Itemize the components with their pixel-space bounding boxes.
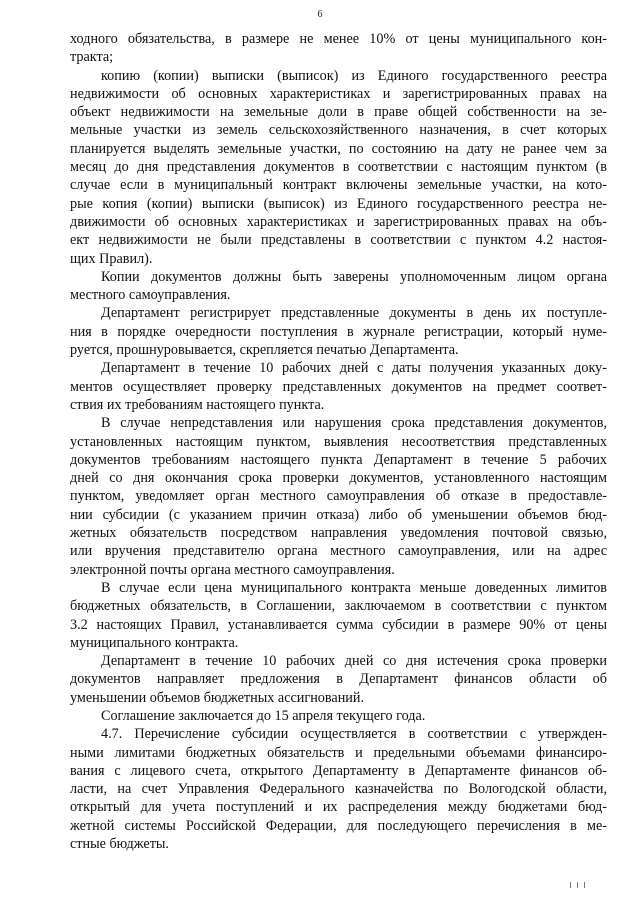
text-line: планируется выделять земельные участки, по состоянию на дату не ранее чем за: [70, 140, 607, 157]
text-line: ствия их требованиям настоящего пункта.: [70, 396, 325, 413]
text-line: месяц до дня представления документов в соответствии с настоящим пунктом (в: [70, 159, 607, 176]
text-line: электронной почты органа местного самоуправления.: [70, 561, 395, 578]
text-line: 4.7. Перечисление субсидии осуществляется в соответствии с утвержден-: [101, 726, 607, 743]
text-line: ходного обязательства, в размере не менее 10% от цены муниципального кон-: [70, 31, 607, 47]
text-line: открытый для учета поступлений и их распределения между бюджетами бюд-: [70, 799, 607, 816]
text-line: Департамент регистрирует представленные документы в день их поступле-: [101, 305, 607, 322]
text-line: 3.2 настоящих Правил, устанавливается сумма субсидии в размере 90% от цены: [70, 616, 607, 633]
text-line: случае если в муниципальный контракт включены земельные участки, на кото-: [70, 177, 607, 194]
text-line: ния в порядке очередности поступления в журнале регистрации, который нуме-: [70, 323, 607, 340]
text-line: местного самоуправления.: [70, 287, 231, 304]
text-line: ласти, на счет Управления Федерального казначейства по Вологодской области,: [70, 781, 607, 798]
text-line: вания с лицевого счета, открытого Департаменту в Департаменте финансов об-: [70, 762, 607, 779]
text-line: щих Правил).: [70, 250, 153, 267]
text-line: В случае непредставления или нарушения срока представления документов,: [101, 415, 607, 432]
text-line: жетных обязательств посредством направления уведомления почтовой связью,: [70, 525, 607, 542]
text-line: Департамент в течение 10 рабочих дней с даты получения указанных доку-: [101, 360, 607, 377]
scan-marks: [568, 882, 588, 892]
text-line: движимости об основных характеристиках и зарегистрированных правах на объ-: [70, 213, 607, 230]
document-body: [70, 30, 607, 853]
text-line: ными лимитами бюджетных обязательств и предельными объемами финансиро-: [70, 744, 607, 761]
text-line: копию (копии) выписки (выписок) из Единого государственного реестра: [101, 67, 607, 84]
text-line: документов направляет предложения в Департамент финансов области об: [70, 671, 607, 688]
text-line: ект недвижимости не были представлены в соответствии с пунктом 4.2 настоя-: [70, 232, 607, 249]
text-line: стные бюджеты.: [70, 836, 169, 853]
text-line: объект недвижимости на земельные доли в праве общей собственности на зе-: [70, 104, 607, 121]
text-line: уменьшении объемов бюджетных ассигнований.: [70, 689, 365, 706]
text-line: ментов осуществляет проверку представленных документов на предмет соответ-: [70, 378, 607, 395]
text-line: рые копия (копии) выписки (выписок) из Единого государственного реестра не-: [70, 195, 607, 212]
text-line: дней со дня окончания срока проверки документов, установленного настоящим: [70, 470, 607, 487]
text-line: или вручения представителю органа местного самоуправления, или на адрес: [70, 543, 607, 560]
text-line: жетной системы Российской Федерации, для последующего перечисления в ме-: [70, 817, 607, 834]
text-line: Копии документов должны быть заверены уполномоченным лицом органа: [101, 268, 607, 285]
text-line: недвижимости об основных характеристиках и зарегистрированных правах на: [70, 85, 607, 102]
text-line: муниципального контракта.: [70, 634, 239, 651]
text-line: документов требованиям настоящего пункта Департамент в течение 5 рабочих: [70, 451, 607, 468]
text-line: тракта;: [70, 49, 114, 66]
text-line: мельные участки из земель сельскохозяйственного назначения, в счет которых: [70, 122, 607, 139]
page-number: 6: [317, 9, 323, 20]
text-line: руется, прошнуровывается, скрепляется печатью Департамента.: [70, 342, 459, 359]
text-line: нии субсидии (с указанием причин отказа) либо об уменьшении объемов бюд-: [70, 506, 607, 523]
text-line: В случае если цена муниципального контракта меньше доведенных лимитов: [101, 579, 607, 596]
text-line: бюджетных обязательств, в Соглашении, заключаемом в соответствии с пунктом: [70, 598, 607, 615]
text-line: Соглашение заключается до 15 апреля текущего года.: [101, 707, 426, 724]
text-line: установленных настоящим пунктом, выявления несоответствия представленных: [70, 433, 607, 450]
text-line: пунктом, уведомляет орган местного самоуправления об отказе в предоставле-: [70, 488, 607, 505]
text-line: Департамент в течение 10 рабочих дней со дня истечения срока проверки: [101, 653, 607, 670]
